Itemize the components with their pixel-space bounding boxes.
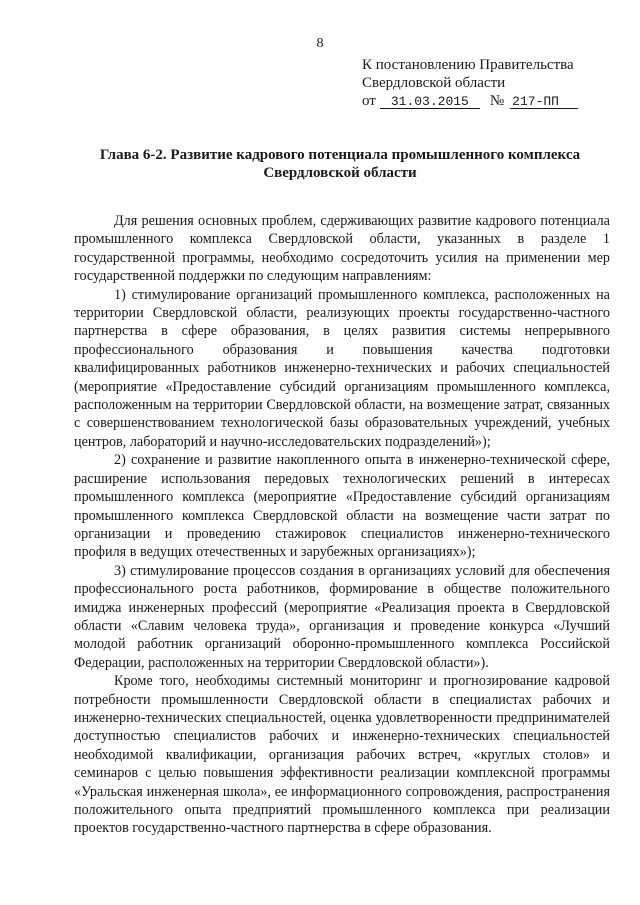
paragraph-intro: Для решения основных проблем, сдерживающих развитие кадрового потенциала промышленного комплекса Свердловской области, указанных в разделе 1 государственной программы, необходимо сосредоточить усилия на применении мер государственной поддержки по следующим направлениям: xyxy=(74,213,610,285)
resolution-stamp xyxy=(362,56,612,110)
chapter-title: Глава 6-2. Развитие кадрового потенциала промышленного комплекса Свердловской области xyxy=(99,147,581,181)
page-number: 8 xyxy=(316,36,324,51)
paragraph-item-1: 1) стимулирование организаций промышленного комплекса, расположенных на территории Свердловской области, реализующих проекты государственно-частного партнерства в сфере образования, в целях развития системы непрерывного профессионального образования и повышения качества подготовки квалифицированных работников инженерно-технических и рабочих специальностей (мероприятие «Предоставление субсидий организациям промышленного комплекса, расположенным на территории Свердловской области, на возмещение затрат, связанных с совершенствованием технологической базы образовательных учреждений, учебных центров, лабораторий и научно-исследовательских подразделений»); xyxy=(74,286,610,450)
stamp-number-sign: № xyxy=(489,93,505,109)
paragraph-conclusion: Кроме того, необходимы системный мониторинг и прогнозирование кадровой потребности промышленности Свердловской области в специалистах рабочих и инженерно-технических специальностей, оценка удовлетворенности предпринимателей доступностью специалистов рабочих и инженерно-технических специальностей необходимой квалификации, организация рабочих встреч, «круглых столов» и семинаров с целью повышения эффективности реализации комплексной программы «Уральская инженерная школа», ее информационного сопровождения, распространения положительного опыта предприятий промышленного комплекса при реализации проектов государственно-частного партнерства в сфере образования. xyxy=(74,673,610,837)
stamp-date-line xyxy=(362,92,612,110)
stamp-line-1: К постановлению Правительства xyxy=(362,57,574,73)
paragraph-item-3: 3) стимулирование процессов создания в организациях условий для обеспечения профессионального роста работников, формирование в обществе положительного имиджа инженерных профессий (мероприятие «Реализация проекта в Свердловской области «Славим человека труда», организация и проведение конкурса «Лучший молодой работник организаций оборонно-промышленного комплекса Российской Федерации, расположенных на территории Свердловской области»). xyxy=(74,562,610,671)
stamp-line-2: Свердловской области xyxy=(362,75,506,91)
paragraph-item-2: 2) сохранение и развитие накопленного опыта в инженерно-технической сфере, расширение использования передовых технологических решений в интересах промышленного комплекса (мероприятие «Предоставление субсидий организациям промышленного комплекса Свердловской области на возмещение части затрат по организации и проведению стажировок специалистов инженерно-технического профиля в ведущих отечественных и зарубежных организациях»); xyxy=(74,452,610,561)
stamp-date-prefix: от xyxy=(362,93,376,109)
stamp-date-value: 31.03.2015 xyxy=(380,95,480,109)
stamp-number-value: 217-ПП xyxy=(510,95,578,109)
document-body xyxy=(74,212,610,838)
